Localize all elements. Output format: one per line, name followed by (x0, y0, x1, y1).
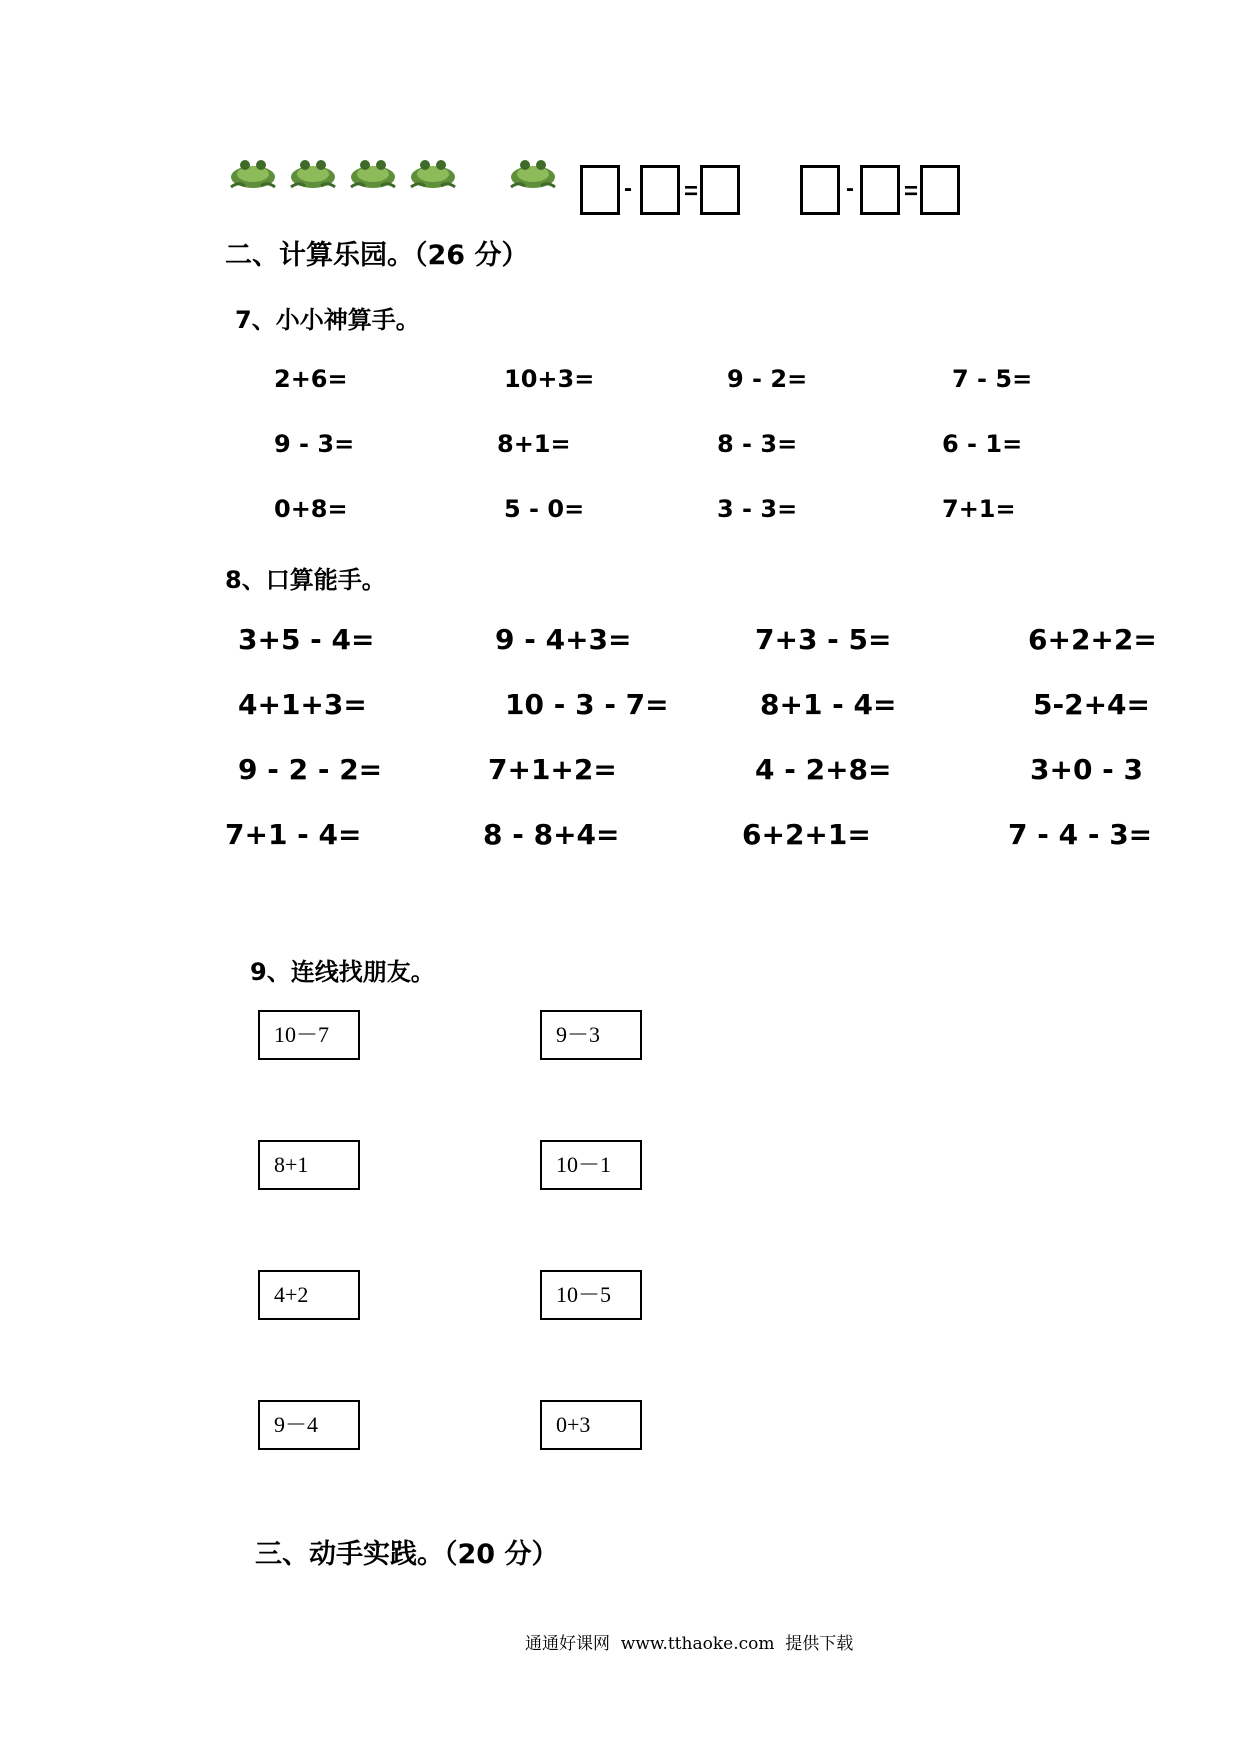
problem: 10+3= (504, 365, 595, 393)
problem: 5-2+4= (1033, 688, 1150, 721)
problem: 8+1= (497, 430, 571, 458)
section-3-title: 三、动手实践。（20 分） (255, 1539, 559, 1570)
problem: 10 - 3 - 7= (505, 688, 669, 721)
problem: 4 - 2+8= (755, 753, 892, 786)
question-9-title: 9、连线找朋友。 (250, 958, 435, 986)
problem: 2+6= (274, 365, 348, 393)
problem: 5 - 0= (504, 495, 585, 523)
answer-box[interactable] (800, 165, 840, 215)
problem: 3+0 - 3 (1030, 753, 1144, 786)
match-box-left[interactable]: 8+1 (258, 1140, 360, 1190)
problem: 4+1+3= (238, 688, 367, 721)
problem: 7+1= (942, 495, 1016, 523)
frog-icon (227, 155, 279, 191)
minus-sign: - (624, 175, 632, 202)
answer-box[interactable] (580, 165, 620, 215)
match-box-right[interactable]: 10－5 (540, 1270, 642, 1320)
question-7-title: 7、小小神算手。 (235, 306, 420, 334)
match-box-left[interactable]: 10－7 (258, 1010, 360, 1060)
problem: 7+1 - 4= (225, 818, 362, 851)
frog-icon (347, 155, 399, 191)
question-8-title: 8、口算能手。 (225, 566, 386, 594)
problem: 6 - 1= (942, 430, 1023, 458)
match-box-right[interactable]: 0+3 (540, 1400, 642, 1450)
problem: 7 - 4 - 3= (1008, 818, 1153, 851)
frog-icon (407, 155, 459, 191)
equals-sign: = (684, 178, 699, 205)
problem: 7 - 5= (952, 365, 1033, 393)
problem: 3 - 3= (717, 495, 798, 523)
match-box-right[interactable]: 9－3 (540, 1010, 642, 1060)
answer-box[interactable] (920, 165, 960, 215)
problem: 8 - 8+4= (483, 818, 620, 851)
frog-icon (507, 155, 559, 191)
frog-icon (287, 155, 339, 191)
minus-sign: - (846, 175, 854, 202)
problem: 3+5 - 4= (238, 623, 375, 656)
footer-text: 通通好课网 www.tthaoke.com 提供下载 (525, 1634, 854, 1654)
section-2-title: 二、计算乐园。（26 分） (225, 240, 529, 271)
answer-box[interactable] (700, 165, 740, 215)
problem: 7+1+2= (488, 753, 617, 786)
problem: 6+2+1= (742, 818, 871, 851)
answer-box[interactable] (860, 165, 900, 215)
problem: 6+2+2= (1028, 623, 1157, 656)
problem: 9 - 3= (274, 430, 355, 458)
match-box-left[interactable]: 4+2 (258, 1270, 360, 1320)
problem: 8+1 - 4= (760, 688, 897, 721)
problem: 0+8= (274, 495, 348, 523)
equals-sign: = (904, 178, 919, 205)
answer-box[interactable] (640, 165, 680, 215)
problem: 9 - 2= (727, 365, 808, 393)
problem: 9 - 4+3= (495, 623, 632, 656)
match-box-right[interactable]: 10－1 (540, 1140, 642, 1190)
problem: 7+3 - 5= (755, 623, 892, 656)
problem: 9 - 2 - 2= (238, 753, 383, 786)
match-box-left[interactable]: 9－4 (258, 1400, 360, 1450)
problem: 8 - 3= (717, 430, 798, 458)
